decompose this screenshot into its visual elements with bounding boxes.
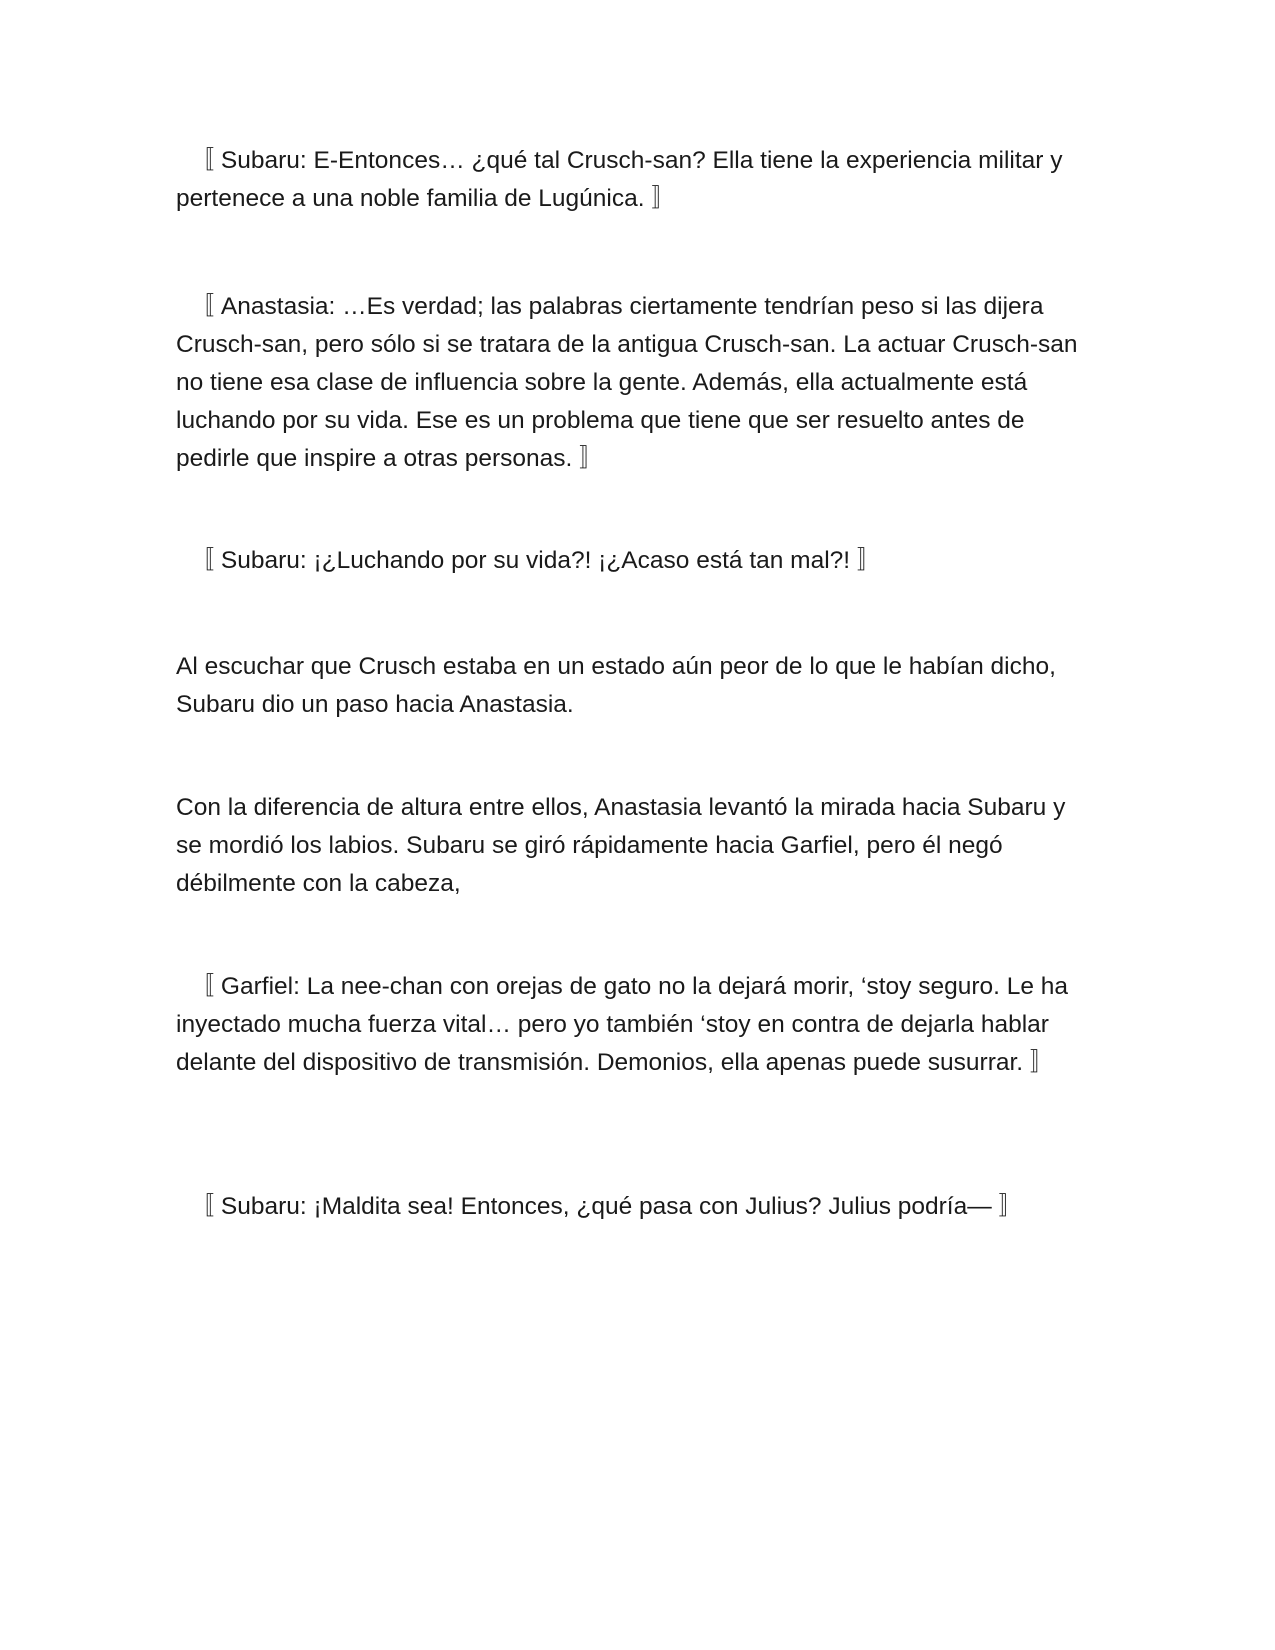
paragraph-garfiel: 〚 Garfiel: La nee-chan con orejas de gato no la dejará morir, ‘stoy seguro. Le ha inyectado mucha fuerza vital… pero yo también ‘stoy en contra de dejarla hablar delante del dispositivo de transmisión. Demonios, ella apenas puede susurrar. 〛	[176, 973, 1069, 1076]
paragraph-anastasia-reply: 〚 Anastasia: …Es verdad; las palabras ciertamente tendrían peso si las dijera Crusch-san, pero sólo si se tratara de la antigua Crusch-san. La actuar Crusch-san no tiene esa clase de influencia sobre la gente. Además, ella actualmente está luchando por su vida. Ese es un problema que tiene que ser resuelto antes de pedirle que inspire a otras personas. 〛	[176, 293, 1078, 472]
paragraph-narration-height: Con la diferencia de altura entre ellos, Anastasia levantó la mirada hacia Subaru y se mordió los labios. Subaru se giró rápidamente hacia Garfiel, pero él negó débilmente con la cabeza,	[176, 794, 1066, 897]
paragraph-subaru-crusch: 〚 Subaru: E-Entonces… ¿qué tal Crusch-san? Ella tiene la experiencia militar y pertenece a una noble familia de Lugúnica. 〛	[176, 147, 1063, 212]
paragraph-subaru-shock: 〚 Subaru: ¡¿Luchando por su vida?! ¡¿Acaso está tan mal?! 〛	[176, 547, 882, 574]
paragraph-subaru-julius: 〚 Subaru: ¡Maldita sea! Entonces, ¿qué pasa con Julius? Julius podría— 〛	[176, 1193, 1024, 1220]
paragraph-narration-step: Al escuchar que Crusch estaba en un estado aún peor de lo que le habían dicho, Subaru dio un paso hacia Anastasia.	[176, 653, 1056, 718]
